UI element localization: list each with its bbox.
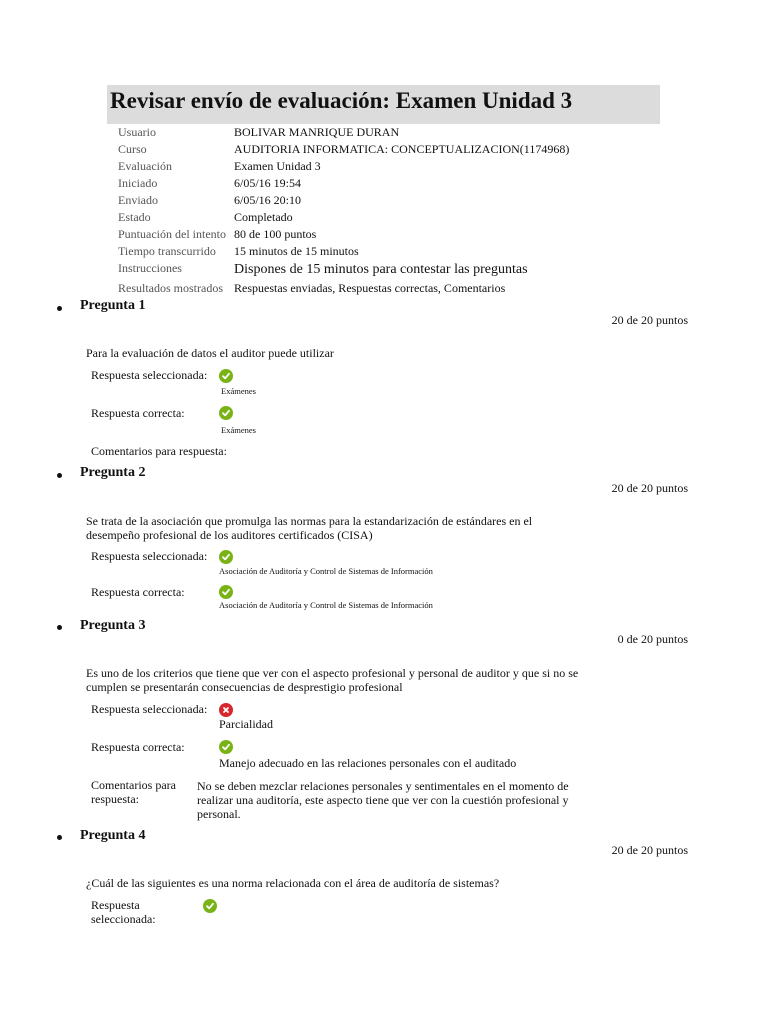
question-title: Pregunta 3 (80, 618, 146, 633)
selected-answer: Parcialidad (219, 717, 273, 731)
question-points: 20 de 20 puntos (611, 481, 688, 495)
question-title: Pregunta 4 (80, 828, 146, 843)
answer-comment: No se deben mezclar relaciones personales y sentimentales en el momento de realizar una auditoría, este aspecto tiene que ver con la cuestión profesional y personal. (197, 779, 569, 821)
selected-answer-label: Respuesta seleccionada: (91, 549, 208, 563)
resultados-label: Resultados mostrados (118, 281, 223, 295)
check-icon (219, 740, 233, 754)
question-text: ¿Cuál de las siguientes es una norma relacionada con el área de auditoría de sistemas? (86, 876, 500, 890)
iniciado-label: Iniciado (118, 176, 158, 190)
selected-answer-label: Respuesta seleccionada: (91, 368, 208, 382)
comments-label: Comentarios para respuesta: (91, 778, 176, 806)
correct-answer-label: Respuesta correcta: (91, 406, 185, 420)
correct-answer: Manejo adecuado en las relaciones personales con el auditado (219, 756, 517, 770)
correct-answer: Asociación de Auditoría y Control de Sistemas de Información (219, 600, 433, 610)
selected-answer-label: Respuesta seleccionada: (91, 898, 156, 926)
estado-value: Completado (234, 210, 293, 224)
question-points: 20 de 20 puntos (611, 843, 688, 857)
instrucciones-label: Instrucciones (118, 261, 182, 275)
selected-answer: Exámenes (221, 386, 256, 396)
resultados-value: Respuestas enviadas, Respuestas correctas, Comentarios (234, 281, 506, 295)
check-icon (203, 899, 217, 913)
question-points: 0 de 20 puntos (617, 632, 688, 646)
selected-answer-label: Respuesta seleccionada: (91, 702, 208, 716)
question-text: Para la evaluación de datos el auditor puede utilizar (86, 346, 334, 360)
puntuacion-value: 80 de 100 puntos (234, 227, 317, 241)
usuario-value: BOLIVAR MANRIQUE DURAN (234, 125, 400, 139)
usuario-label: Usuario (118, 125, 156, 139)
instrucciones-value: Dispones de 15 minutos para contestar las preguntas (234, 262, 528, 277)
question-title: Pregunta 2 (80, 465, 146, 480)
enviado-label: Enviado (118, 193, 158, 207)
curso-value: AUDITORIA INFORMATICA: CONCEPTUALIZACION(1174968) (234, 142, 570, 156)
puntuacion-label: Puntuación del intento (118, 227, 226, 241)
curso-label: Curso (118, 142, 147, 156)
tiempo-label: Tiempo transcurrido (118, 244, 216, 258)
correct-answer-label: Respuesta correcta: (91, 585, 185, 599)
bullet-icon (57, 473, 62, 478)
bullet-icon (57, 625, 62, 630)
bullet-icon (57, 306, 62, 311)
check-icon (219, 585, 233, 599)
check-icon (219, 550, 233, 564)
selected-answer: Asociación de Auditoría y Control de Sistemas de Información (219, 566, 433, 576)
evaluacion-label: Evaluación (118, 159, 172, 173)
cross-icon (219, 703, 233, 717)
evaluacion-value: Examen Unidad 3 (234, 159, 321, 173)
estado-label: Estado (118, 210, 151, 224)
tiempo-value: 15 minutos de 15 minutos (234, 244, 359, 258)
question-points: 20 de 20 puntos (611, 313, 688, 327)
correct-answer-label: Respuesta correcta: (91, 740, 185, 754)
title-bar (107, 85, 660, 124)
check-icon (219, 406, 233, 420)
correct-answer: Exámenes (221, 425, 256, 435)
bullet-icon (57, 835, 62, 840)
enviado-value: 6/05/16 20:10 (234, 193, 302, 207)
check-icon (219, 369, 233, 383)
question-title: Pregunta 1 (80, 298, 146, 313)
iniciado-value: 6/05/16 19:54 (234, 176, 302, 190)
page-title: Revisar envío de evaluación: Examen Unidad 3 (110, 88, 573, 113)
question-text: Se trata de la asociación que promulga las normas para la estandarización de estándares en el desempeño profesional de los auditores certificados (CISA) (86, 514, 533, 542)
comments-label: Comentarios para respuesta: (91, 444, 227, 458)
question-text: Es uno de los criterios que tiene que ver con el aspecto profesional y personal de auditor y que si no se cumplen se presentarán consecuencias de desprestigio profesional (86, 666, 579, 694)
